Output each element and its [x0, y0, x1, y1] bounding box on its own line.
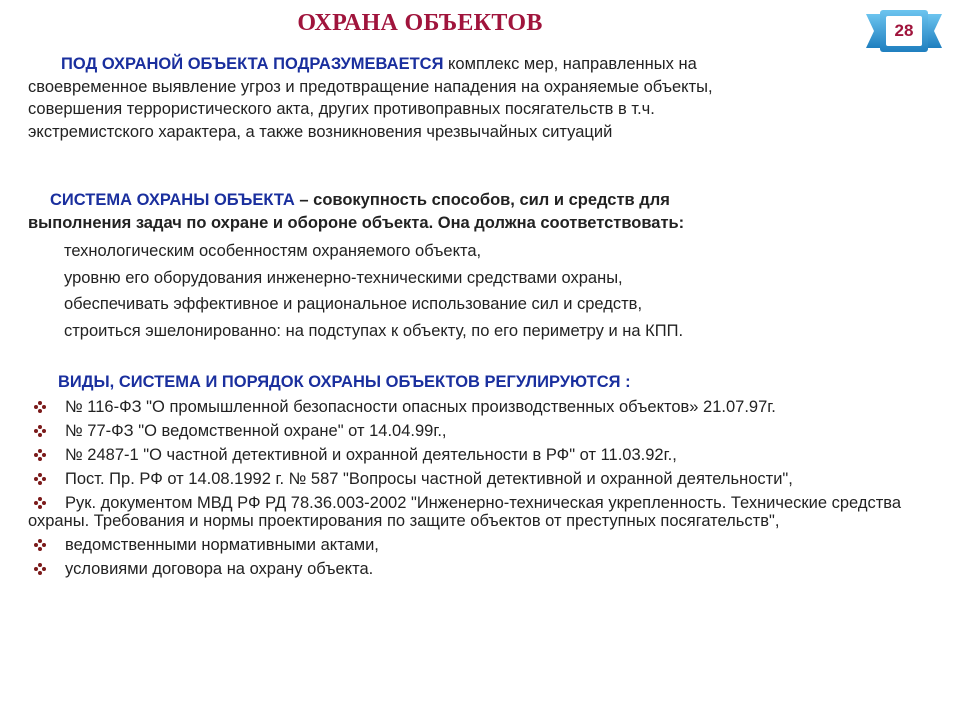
- list-item: [28, 494, 948, 530]
- system-term: СИСТЕМА ОХРАНЫ ОБЪЕКТА: [50, 191, 295, 209]
- list-item: [28, 422, 948, 440]
- list-item-text: № 2487-1 "О частной детективной и охранной деятельности в РФ" от 11.03.92г.,: [65, 446, 677, 464]
- list-item-text: условиями договора на охрану объекта.: [65, 560, 374, 578]
- regulation-heading: ВИДЫ, СИСТЕМА И ПОРЯДОК ОХРАНЫ ОБЪЕКТОВ РЕГУЛИРУЮТСЯ :: [58, 373, 631, 391]
- definition-line: совершения террористического акта, других противоправных посягательств в т.ч.: [28, 100, 655, 118]
- list-item: уровню его оборудования инженерно-техническими средствами охраны,: [64, 268, 623, 287]
- diamond-bullet-icon: [34, 473, 46, 485]
- list-item-text: Пост. Пр. РФ от 14.08.1992 г. № 587 "Вопросы частной детективной и охранной деятельности",: [65, 470, 793, 488]
- system-text-start: – совокупность способов, сил и средств для: [294, 191, 670, 209]
- list-item-text: № 77-ФЗ "О ведомственной охране" от 14.04.99г.,: [65, 422, 447, 440]
- diamond-bullet-icon: [34, 425, 46, 437]
- list-item: [28, 446, 948, 464]
- page-number-badge: [866, 8, 942, 54]
- page-title: ОХРАНА ОБЪЕКТОВ: [297, 10, 543, 36]
- list-item: технологическим особенностям охраняемого объекта,: [64, 242, 482, 260]
- requirements-list: [64, 238, 924, 344]
- system-paragraph: [28, 189, 928, 234]
- diamond-bullet-icon: [34, 449, 46, 461]
- diamond-bullet-icon: [34, 401, 46, 413]
- list-item: [28, 560, 948, 578]
- diamond-bullet-icon: [34, 563, 46, 575]
- list-item: [28, 536, 948, 554]
- page-number: 28: [894, 21, 914, 40]
- list-item-text: № 116-ФЗ "О промышленной безопасности опасных производственных объектов» 21.07.97г.: [65, 398, 776, 416]
- list-item: обеспечивать эффективное и рациональное использование сил и средств,: [64, 295, 643, 313]
- definition-line: своевременное выявление угроз и предотвращение нападения на охраняемые объекты,: [28, 77, 713, 96]
- list-item-text: ведомственными нормативными актами,: [65, 536, 379, 554]
- definition-line: экстремистского характера, а также возникновения чрезвычайных ситуаций: [28, 122, 613, 141]
- definition-term: ПОД ОХРАНОЙ ОБЪЕКТА ПОДРАЗУМЕВАЕТСЯ: [61, 55, 444, 73]
- system-text-line: выполнения задач по охране и обороне объекта. Она должна соответствовать:: [28, 213, 685, 232]
- definition-paragraph: [28, 53, 928, 143]
- list-item: [28, 398, 948, 416]
- list-item-text: Рук. документом МВД РФ РД 78.36.003-2002 "Инженерно-техническая укрепленность. Технические средства охраны. Требования и нормы проектирования по защите объектов от преступных посягательств",: [28, 494, 902, 530]
- diamond-bullet-icon: [34, 497, 46, 509]
- definition-text-start: комплекс мер, направленных на: [443, 55, 697, 73]
- diamond-bullet-icon: [34, 539, 46, 551]
- list-item: строиться эшелонированно: на подступах к объекту, по его периметру и на КПП.: [64, 321, 684, 340]
- list-item: [28, 470, 948, 488]
- regulation-list: [28, 398, 948, 584]
